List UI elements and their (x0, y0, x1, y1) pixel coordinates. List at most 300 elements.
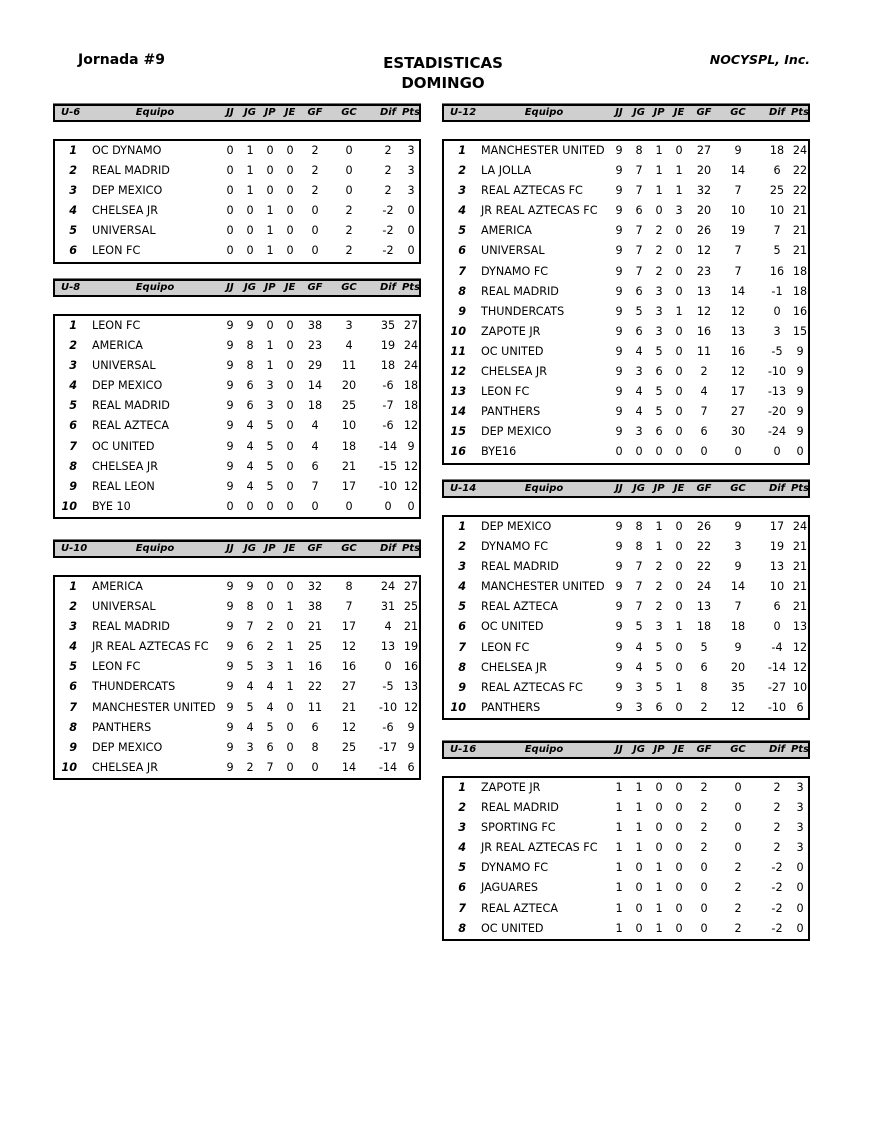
cell-jg: 6 (246, 640, 254, 654)
cell-gc: 0 (734, 841, 742, 855)
cell-gf: 6 (700, 425, 708, 439)
cell-gc: 27 (730, 405, 746, 419)
cell-rank: 1 (69, 580, 77, 593)
table-header (53, 104, 421, 122)
cell-gc: 17 (341, 620, 357, 634)
column-header-jp: JP (264, 543, 276, 554)
cell-jg: 6 (246, 399, 254, 413)
cell-rank: 8 (458, 921, 466, 935)
cell-dif: 0 (773, 304, 781, 318)
cell-pts: 9 (796, 365, 804, 379)
team-name: JR REAL AZTECAS FC (481, 204, 598, 218)
cell-rank: 5 (69, 399, 77, 413)
cell-je: 0 (286, 760, 294, 774)
cell-gc: 7 (734, 600, 742, 614)
cell-dif: -10 (378, 479, 398, 493)
cell-gf: 2 (700, 781, 708, 794)
cell-jp: 3 (266, 399, 274, 413)
team-name: ZAPOTE JR (481, 781, 541, 794)
cell-gc: 13 (730, 324, 746, 338)
cell-pts: 22 (792, 184, 808, 198)
cell-gf: 20 (696, 164, 712, 178)
cell-jp: 1 (266, 244, 274, 258)
team-name: MANCHESTER UNITED (481, 580, 605, 594)
cell-je: 0 (286, 419, 294, 433)
team-name: DEP MEXICO (481, 425, 552, 439)
cell-rank: 7 (69, 439, 77, 453)
cell-rank: 4 (458, 841, 466, 855)
cell-jg: 5 (246, 700, 254, 714)
cell-rank: 6 (458, 881, 466, 895)
cell-gc: 0 (734, 445, 742, 459)
cell-gf: 0 (700, 881, 708, 895)
cell-pts: 21 (792, 580, 808, 594)
cell-je: 0 (675, 284, 683, 298)
cell-dif: 35 (380, 319, 396, 332)
cell-rank: 8 (458, 284, 466, 298)
cell-dif: -1 (771, 284, 783, 298)
table-u14 (442, 480, 810, 720)
cell-rank: 2 (458, 164, 466, 178)
team-name: REAL MADRID (481, 801, 559, 815)
column-header-pts: Pts (790, 107, 810, 118)
cell-jj: 0 (226, 184, 234, 198)
cell-jg: 1 (635, 781, 643, 794)
cell-jp: 0 (655, 781, 663, 794)
column-header-label: U-8 (61, 282, 81, 293)
cell-jj: 9 (615, 184, 623, 198)
cell-jp: 2 (266, 620, 274, 634)
table-row (444, 537, 808, 557)
cell-pts: 21 (792, 244, 808, 258)
cell-jj: 1 (615, 901, 623, 915)
cell-dif: -2 (771, 901, 783, 915)
column-header-equipo: Equipo (135, 543, 175, 554)
cell-pts: 0 (796, 921, 804, 935)
table-row (444, 282, 808, 302)
cell-jp: 2 (655, 560, 663, 574)
cell-jg: 7 (635, 224, 643, 238)
team-name: REAL AZTECA (92, 419, 169, 433)
column-header-gc: GC (341, 282, 357, 293)
cell-dif: -2 (382, 204, 394, 218)
cell-rank: 3 (458, 821, 466, 835)
cell-jp: 3 (655, 304, 663, 318)
cell-je: 0 (675, 640, 683, 654)
cell-rank: 4 (458, 204, 466, 218)
cell-rank: 7 (458, 901, 466, 915)
cell-pts: 9 (407, 720, 415, 734)
cell-gc: 18 (730, 620, 746, 634)
cell-pts: 9 (407, 439, 415, 453)
cell-gf: 2 (311, 164, 319, 178)
table-u8 (53, 279, 421, 519)
cell-gc: 0 (345, 164, 353, 178)
cell-gc: 9 (734, 560, 742, 574)
team-name: THUNDERCATS (92, 680, 176, 694)
cell-gc: 25 (341, 399, 357, 413)
column-header-label: U-10 (61, 543, 88, 554)
cell-je: 0 (286, 204, 294, 218)
team-name: OC UNITED (481, 344, 544, 358)
cell-jp: 5 (655, 405, 663, 419)
table-u10 (53, 540, 421, 780)
team-name: REAL MADRID (92, 620, 170, 634)
cell-pts: 9 (796, 344, 804, 358)
cell-jg: 5 (246, 660, 254, 674)
cell-jj: 9 (226, 700, 234, 714)
cell-dif: -6 (382, 419, 394, 433)
cell-gc: 14 (730, 284, 746, 298)
table-row (55, 577, 419, 597)
cell-jg: 1 (246, 164, 254, 178)
cell-jg: 1 (635, 801, 643, 815)
cell-dif: 2 (773, 821, 781, 835)
cell-jp: 3 (655, 324, 663, 338)
cell-jg: 0 (246, 204, 254, 218)
cell-je: 1 (675, 620, 683, 634)
cell-gc: 30 (730, 425, 746, 439)
cell-gf: 0 (700, 901, 708, 915)
table-header (442, 480, 810, 498)
cell-gc: 7 (345, 600, 353, 614)
table-row (444, 919, 808, 939)
cell-je: 0 (286, 319, 294, 332)
cell-jj: 9 (615, 560, 623, 574)
cell-gc: 21 (341, 459, 357, 473)
table-row (444, 778, 808, 798)
cell-jj: 9 (615, 700, 623, 714)
team-name: BYE 10 (92, 499, 131, 513)
cell-dif: -2 (382, 244, 394, 258)
column-header-je: JE (673, 483, 685, 494)
cell-jp: 1 (655, 901, 663, 915)
team-name: REAL MADRID (481, 284, 559, 298)
cell-dif: 0 (384, 660, 392, 674)
cell-pts: 19 (403, 640, 419, 654)
team-name: PANTHERS (481, 700, 541, 714)
team-name: AMERICA (92, 339, 143, 353)
cell-rank: 8 (69, 720, 77, 734)
cell-pts: 0 (796, 861, 804, 875)
cell-jj: 9 (615, 365, 623, 379)
page-title (300, 53, 586, 93)
team-name: LA JOLLA (481, 164, 532, 178)
cell-gf: 0 (311, 244, 319, 258)
cell-gf: 4 (311, 419, 319, 433)
cell-je: 0 (675, 861, 683, 875)
cell-jp: 0 (266, 600, 274, 614)
cell-jg: 8 (635, 520, 643, 533)
table-row (444, 597, 808, 617)
cell-je: 0 (675, 144, 683, 157)
team-name: DYNAMO FC (481, 540, 549, 554)
cell-jp: 2 (266, 640, 274, 654)
cell-dif: 16 (769, 264, 785, 278)
team-name: LEON FC (92, 319, 141, 332)
cell-jj: 9 (615, 284, 623, 298)
team-name: UNIVERSAL (92, 600, 156, 614)
cell-jp: 6 (266, 740, 274, 754)
team-name: OC UNITED (481, 620, 544, 634)
cell-gf: 0 (311, 204, 319, 218)
table-row (444, 557, 808, 577)
team-name: UNIVERSAL (92, 359, 156, 373)
team-name: REAL MADRID (92, 399, 170, 413)
cell-jp: 1 (655, 921, 663, 935)
cell-jg: 7 (635, 164, 643, 178)
cell-rank: 10 (61, 760, 77, 774)
cell-rank: 2 (458, 801, 466, 815)
cell-gf: 22 (696, 560, 712, 574)
table-row (444, 878, 808, 898)
cell-rank: 4 (69, 640, 77, 654)
cell-pts: 21 (792, 560, 808, 574)
cell-dif: -14 (767, 660, 787, 674)
cell-jp: 6 (655, 365, 663, 379)
column-header-je: JE (673, 744, 685, 755)
table-row (444, 262, 808, 282)
cell-jj: 1 (615, 781, 623, 794)
column-header-dif: Dif (768, 744, 786, 755)
cell-jp: 3 (266, 660, 274, 674)
table-row (444, 402, 808, 422)
cell-gf: 38 (307, 319, 323, 332)
cell-gf: 14 (307, 379, 323, 393)
column-header-dif: Dif (379, 543, 397, 554)
table-row (55, 698, 419, 718)
cell-rank: 4 (458, 580, 466, 594)
cell-dif: -14 (378, 760, 398, 774)
cell-jj: 1 (615, 821, 623, 835)
cell-jg: 0 (635, 881, 643, 895)
cell-dif: -10 (767, 700, 787, 714)
cell-dif: -24 (767, 425, 787, 439)
cell-jj: 9 (615, 144, 623, 157)
cell-gf: 6 (311, 720, 319, 734)
team-name: JR REAL AZTECAS FC (92, 640, 209, 654)
column-header-pts: Pts (401, 543, 421, 554)
cell-je: 0 (286, 184, 294, 198)
cell-pts: 18 (792, 284, 808, 298)
cell-jj: 9 (226, 680, 234, 694)
cell-dif: 7 (773, 224, 781, 238)
cell-rank: 5 (69, 660, 77, 674)
table-header (53, 540, 421, 558)
column-header-jj: JJ (615, 744, 623, 755)
cell-pts: 12 (403, 419, 419, 433)
cell-pts: 27 (403, 319, 419, 332)
cell-gc: 14 (730, 164, 746, 178)
cell-jp: 1 (655, 540, 663, 554)
table-row (444, 422, 808, 442)
cell-gc: 2 (345, 204, 353, 218)
column-header-pts: Pts (401, 282, 421, 293)
cell-jg: 4 (246, 680, 254, 694)
cell-pts: 9 (796, 405, 804, 419)
cell-gc: 12 (730, 365, 746, 379)
column-header-jp: JP (653, 744, 665, 755)
cell-rank: 2 (458, 540, 466, 554)
cell-jj: 0 (226, 499, 234, 513)
cell-jj: 9 (226, 720, 234, 734)
cell-je: 0 (675, 781, 683, 794)
cell-pts: 13 (792, 620, 808, 634)
team-name: OC DYNAMO (92, 144, 162, 157)
column-header-jg: JG (633, 107, 645, 118)
table-row (444, 899, 808, 919)
cell-rank: 5 (458, 600, 466, 614)
cell-gc: 0 (734, 821, 742, 835)
cell-jp: 1 (655, 184, 663, 198)
cell-dif: -2 (771, 921, 783, 935)
cell-je: 0 (286, 244, 294, 258)
cell-jj: 0 (226, 244, 234, 258)
cell-gc: 27 (341, 680, 357, 694)
column-header-gf: GF (696, 744, 712, 755)
team-name: DEP MEXICO (481, 520, 552, 533)
cell-rank: 10 (450, 324, 466, 338)
cell-jg: 0 (635, 901, 643, 915)
table-row (55, 617, 419, 637)
table-row (55, 376, 419, 396)
cell-jp: 5 (266, 419, 274, 433)
cell-gc: 12 (730, 304, 746, 318)
cell-rank: 4 (69, 379, 77, 393)
table-row (55, 457, 419, 477)
cell-jp: 1 (655, 861, 663, 875)
cell-gc: 8 (345, 580, 353, 593)
cell-jg: 7 (246, 620, 254, 634)
cell-je: 0 (286, 740, 294, 754)
cell-jg: 3 (635, 425, 643, 439)
cell-dif: 31 (380, 600, 396, 614)
cell-rank: 3 (458, 560, 466, 574)
cell-pts: 9 (796, 385, 804, 399)
table-row (55, 336, 419, 356)
cell-dif: 13 (380, 640, 396, 654)
team-name: PANTHERS (92, 720, 152, 734)
team-name: REAL MADRID (92, 164, 170, 178)
cell-jg: 4 (246, 720, 254, 734)
cell-gc: 2 (734, 881, 742, 895)
cell-gf: 20 (696, 204, 712, 218)
team-name: CHELSEA JR (481, 660, 547, 674)
cell-dif: -20 (767, 405, 787, 419)
cell-jp: 3 (655, 284, 663, 298)
cell-dif: 2 (384, 144, 392, 157)
cell-gf: 25 (307, 640, 323, 654)
cell-jj: 9 (615, 204, 623, 218)
cell-je: 0 (675, 821, 683, 835)
cell-dif: 6 (773, 164, 781, 178)
table-row (55, 241, 419, 261)
team-name: DEP MEXICO (92, 740, 163, 754)
cell-dif: 4 (384, 620, 392, 634)
table-row (55, 718, 419, 738)
cell-gf: 4 (311, 439, 319, 453)
team-name: THUNDERCATS (481, 304, 565, 318)
cell-jj: 9 (226, 359, 234, 373)
cell-gc: 18 (341, 439, 357, 453)
cell-pts: 16 (792, 304, 808, 318)
table-u16 (442, 741, 810, 941)
cell-je: 1 (675, 164, 683, 178)
column-header-je: JE (284, 282, 296, 293)
cell-jp: 4 (266, 680, 274, 694)
table-row (55, 141, 419, 161)
cell-jp: 1 (655, 881, 663, 895)
column-header-dif: Dif (768, 483, 786, 494)
cell-jg: 7 (635, 560, 643, 574)
cell-pts: 3 (407, 144, 415, 157)
cell-dif: 0 (773, 620, 781, 634)
cell-dif: 0 (773, 445, 781, 459)
column-header-pts: Pts (790, 483, 810, 494)
cell-gf: 18 (307, 399, 323, 413)
cell-jp: 5 (655, 680, 663, 694)
table-header (442, 741, 810, 759)
cell-jj: 9 (226, 660, 234, 674)
team-name: SPORTING FC (481, 821, 556, 835)
cell-jp: 0 (266, 580, 274, 593)
cell-je: 0 (675, 540, 683, 554)
team-name: AMERICA (92, 580, 143, 593)
cell-rank: 1 (69, 319, 77, 332)
table-row (444, 617, 808, 637)
cell-gc: 25 (341, 740, 357, 754)
cell-je: 0 (286, 439, 294, 453)
team-name: OC UNITED (92, 439, 155, 453)
team-name: DEP MEXICO (92, 184, 163, 198)
cell-dif: 3 (773, 324, 781, 338)
cell-jg: 5 (635, 304, 643, 318)
cell-gf: 4 (700, 385, 708, 399)
cell-gc: 9 (734, 640, 742, 654)
cell-jj: 9 (226, 319, 234, 332)
column-header-jj: JJ (226, 107, 234, 118)
column-header-jp: JP (653, 107, 665, 118)
cell-gf: 11 (696, 344, 712, 358)
team-name: DYNAMO FC (481, 861, 549, 875)
cell-jg: 0 (635, 861, 643, 875)
cell-rank: 5 (458, 224, 466, 238)
cell-jj: 0 (226, 144, 234, 157)
cell-dif: 24 (380, 580, 396, 593)
cell-gc: 2 (734, 921, 742, 935)
cell-pts: 6 (796, 700, 804, 714)
team-name: LEON FC (481, 640, 530, 654)
cell-gf: 12 (696, 304, 712, 318)
cell-jp: 1 (266, 204, 274, 218)
cell-jj: 9 (615, 620, 623, 634)
cell-jj: 1 (615, 841, 623, 855)
column-header-jg: JG (633, 483, 645, 494)
table-row (444, 678, 808, 698)
cell-jg: 8 (635, 144, 643, 157)
cell-pts: 24 (792, 520, 808, 533)
cell-gf: 11 (307, 700, 323, 714)
cell-jp: 3 (266, 379, 274, 393)
cell-je: 0 (675, 264, 683, 278)
cell-dif: -2 (771, 881, 783, 895)
team-name: OC UNITED (481, 921, 544, 935)
cell-jg: 9 (246, 319, 254, 332)
cell-jg: 3 (635, 680, 643, 694)
cell-jp: 2 (655, 244, 663, 258)
cell-gc: 35 (730, 680, 746, 694)
table-row (55, 657, 419, 677)
